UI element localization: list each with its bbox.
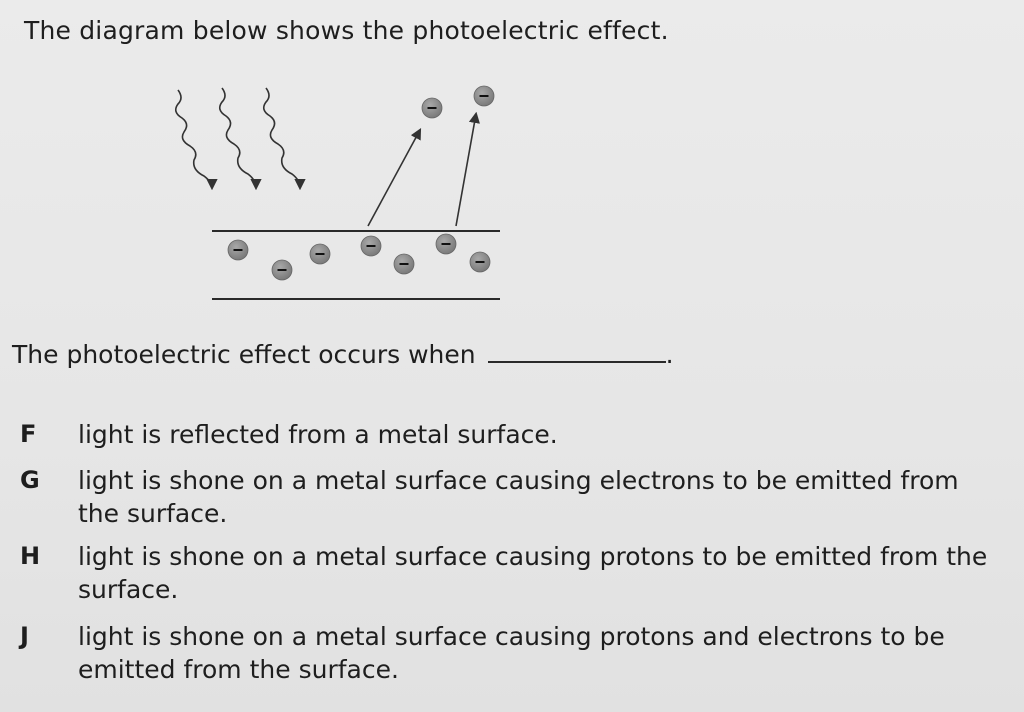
choice-letter: J	[20, 622, 29, 650]
emission-arrow-1	[368, 130, 420, 226]
intro-text: The diagram below shows the photoelectric effect.	[24, 16, 669, 45]
choice-letter: F	[20, 420, 37, 448]
answer-blank	[488, 341, 666, 363]
light-ray-2	[220, 88, 256, 188]
electron-icon	[272, 260, 292, 280]
question-stem	[12, 340, 674, 369]
choice-letter: G	[20, 466, 40, 494]
electron-icon	[361, 236, 381, 256]
choice-letter: H	[20, 542, 41, 570]
choice-text: light is shone on a metal surface causing electrons to be emitted from the surface.	[78, 466, 959, 528]
electron-icon	[310, 244, 330, 264]
question-end: .	[665, 340, 674, 369]
electron-icon	[422, 98, 442, 118]
electron-icon	[474, 86, 494, 106]
light-ray-3	[264, 88, 300, 188]
light-ray-1	[176, 90, 212, 188]
electron-icon	[394, 254, 414, 274]
question-stem-text: The photoelectric effect occurs when	[12, 340, 476, 369]
electron-icon	[228, 240, 248, 260]
emission-arrow-2	[456, 114, 476, 226]
choice-text: light is shone on a metal surface causing protons to be emitted from the surface.	[78, 542, 988, 604]
electron-icon	[470, 252, 490, 272]
photoelectric-diagram	[150, 78, 520, 313]
choice-text: light is reflected from a metal surface.	[78, 420, 558, 449]
choice-text: light is shone on a metal surface causing protons and electrons to be emitted from the surface.	[78, 622, 945, 684]
electron-icon	[436, 234, 456, 254]
